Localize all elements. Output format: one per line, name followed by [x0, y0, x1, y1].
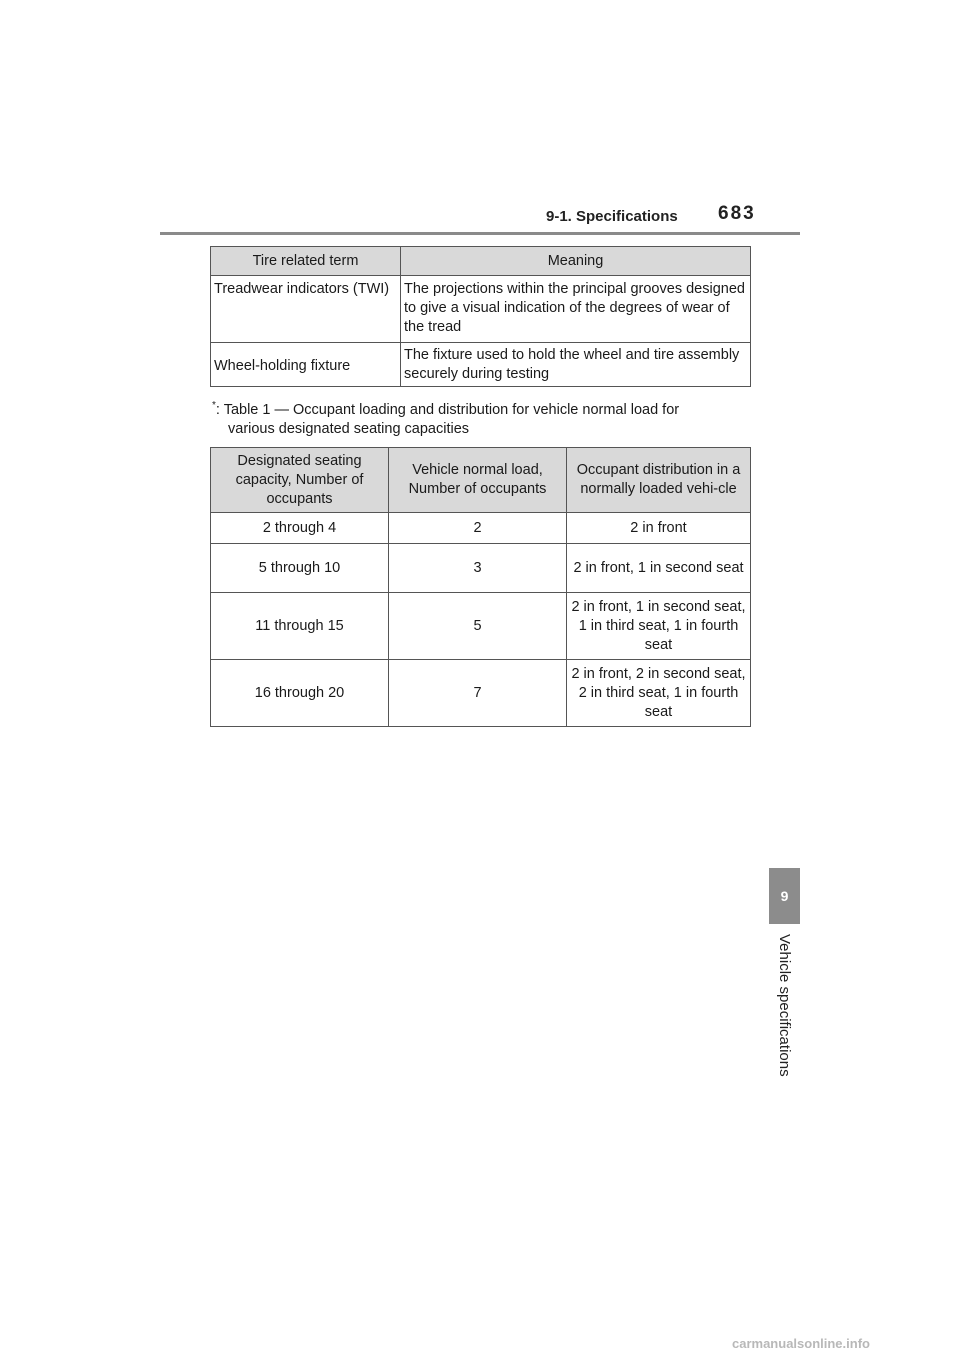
distribution-cell: 2 in front, 1 in second seat [567, 544, 751, 593]
distribution-cell: 2 in front, 1 in second seat, 1 in third seat, 1 in fourth seat [567, 593, 751, 660]
table-row [211, 544, 751, 593]
chapter-label: Vehicle specifications [776, 934, 793, 1077]
table-row [211, 276, 751, 343]
normal-load-cell: 5 [389, 593, 567, 660]
chapter-tab: 9 [769, 868, 800, 924]
column-header-distribution: Occupant distribution in a normally loaded vehi-cle [567, 448, 751, 513]
distribution-cell: 2 in front, 2 in second seat, 2 in third seat, 1 in fourth seat [567, 660, 751, 727]
normal-load-cell: 2 [389, 513, 567, 544]
column-header-meaning: Meaning [401, 247, 751, 276]
meaning-cell: The fixture used to hold the wheel and tire assembly securely during testing [401, 343, 751, 387]
table-footnote [212, 396, 752, 439]
footnote-marker: * [212, 400, 216, 411]
header-divider [160, 232, 800, 235]
table-header-row [211, 448, 751, 513]
table-row [211, 343, 751, 387]
capacity-cell: 5 through 10 [211, 544, 389, 593]
section-title: 9-1. Specifications [546, 208, 678, 225]
capacity-cell: 11 through 15 [211, 593, 389, 660]
site-watermark: carmanualsonline.info [732, 1336, 870, 1351]
footnote-line-1: : Table 1 — Occupant loading and distribution for vehicle normal load for [215, 402, 680, 418]
table-header-row [211, 247, 751, 276]
meaning-cell: The projections within the principal grooves designed to give a visual indication of the degrees of wear of the tread [401, 276, 751, 343]
column-header-normal-load: Vehicle normal load, Number of occupants [389, 448, 567, 513]
capacity-cell: 2 through 4 [211, 513, 389, 544]
distribution-cell: 2 in front [567, 513, 751, 544]
column-header-capacity: Designated seating capacity, Number of occupants [211, 448, 389, 513]
table-row [211, 513, 751, 544]
capacity-cell: 16 through 20 [211, 660, 389, 727]
occupant-loading-table [210, 447, 751, 727]
term-cell: Treadwear indicators (TWI) [211, 276, 401, 343]
normal-load-cell: 7 [389, 660, 567, 727]
page-number: 683 [718, 203, 756, 224]
footnote-line-2: various designated seating capacities [228, 421, 470, 437]
column-header-term: Tire related term [211, 247, 401, 276]
normal-load-cell: 3 [389, 544, 567, 593]
table-row [211, 660, 751, 727]
term-cell: Wheel-holding fixture [211, 343, 401, 387]
tire-terms-table [210, 246, 751, 387]
table-row [211, 593, 751, 660]
